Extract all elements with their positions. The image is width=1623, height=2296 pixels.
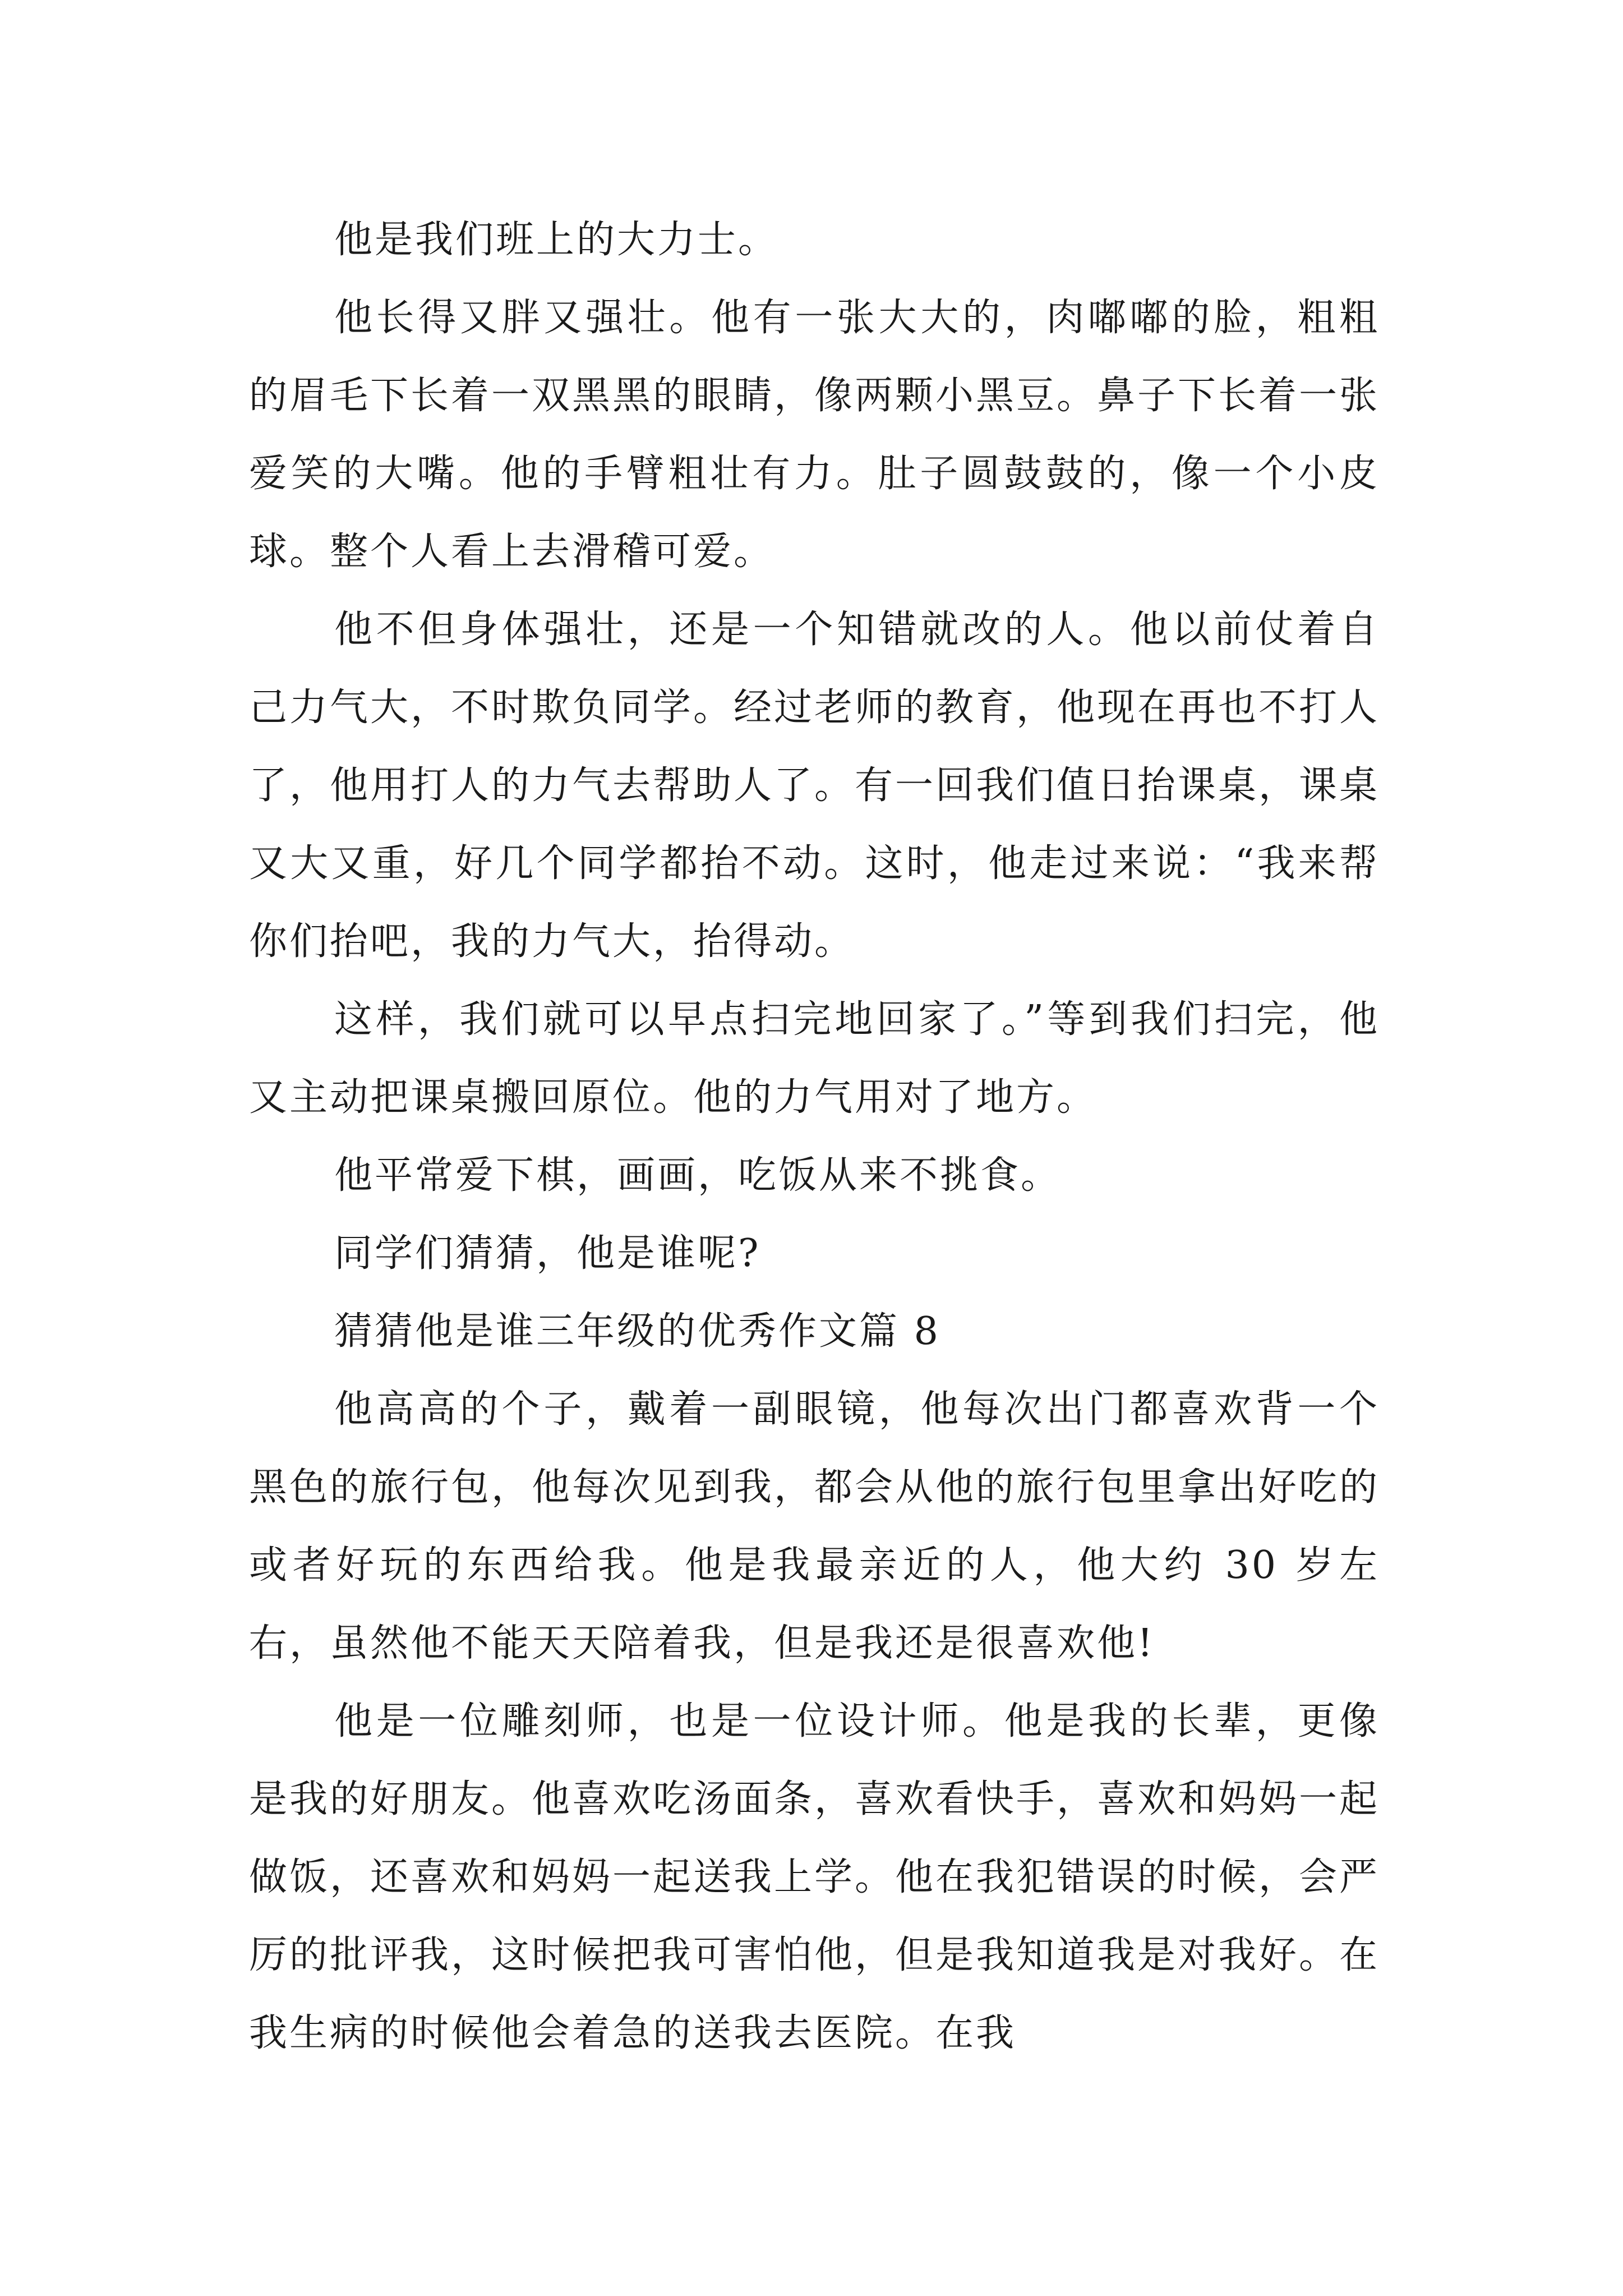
paragraph: 同学们猜猜，他是谁呢? [334, 1231, 761, 1276]
paragraph: 他平常爱下棋，画画，吃饭从来不挑食。 [334, 1153, 1062, 1198]
paragraph: 这样，我们就可以早点扫完地回家了。”等到我们扫完，他又主动把课桌搬回原位。他的力气用对了地方。 [249, 997, 1380, 1120]
paragraph: 他高高的个子，戴着一副眼镜，他每次出门都喜欢背一个黑色的旅行包，他每次见到我，都会从他的旅行包里拿出好吃的或者好玩的东西给我。他是我最亲近的人，他大约 30 岁左右，虽然他不能天天陪着我，但是我还是很喜欢他! [249, 1387, 1380, 1665]
section-heading: 猜猜他是谁三年级的优秀作文篇 8 [334, 1309, 940, 1354]
paragraph: 他是一位雕刻师，也是一位设计师。他是我的长辈，更像是我的好朋友。他喜欢吃汤面条，喜欢看快手，喜欢和妈妈一起做饭，还喜欢和妈妈一起送我上学。他在我犯错误的时候，会严厉的批评我，这时候把我可害怕他，但是我知道我是对我好。在我生病的时候他会着急的送我去医院。在我 [249, 1699, 1380, 2055]
paragraph: 他不但身体强壮，还是一个知错就改的人。他以前仗着自己力气大，不时欺负同学。经过老师的教育，他现在再也不打人了，他用打人的力气去帮助人了。有一回我们值日抬课桌，课桌又大又重，好几个同学都抬不动。这时，他走过来说：“我来帮你们抬吧，我的力气大，抬得动。 [249, 608, 1380, 964]
paragraph: 他是我们班上的大力士。 [334, 218, 779, 262]
document-body [249, 201, 1380, 2072]
paragraph: 他长得又胖又强壮。他有一张大大的，肉嘟嘟的脸，粗粗的眉毛下长着一双黑黑的眼睛，像两颗小黑豆。鼻子下长着一张爱笑的大嘴。他的手臂粗壮有力。肚子圆鼓鼓的，像一个小皮球。整个人看上去滑稽可爱。 [249, 296, 1380, 574]
